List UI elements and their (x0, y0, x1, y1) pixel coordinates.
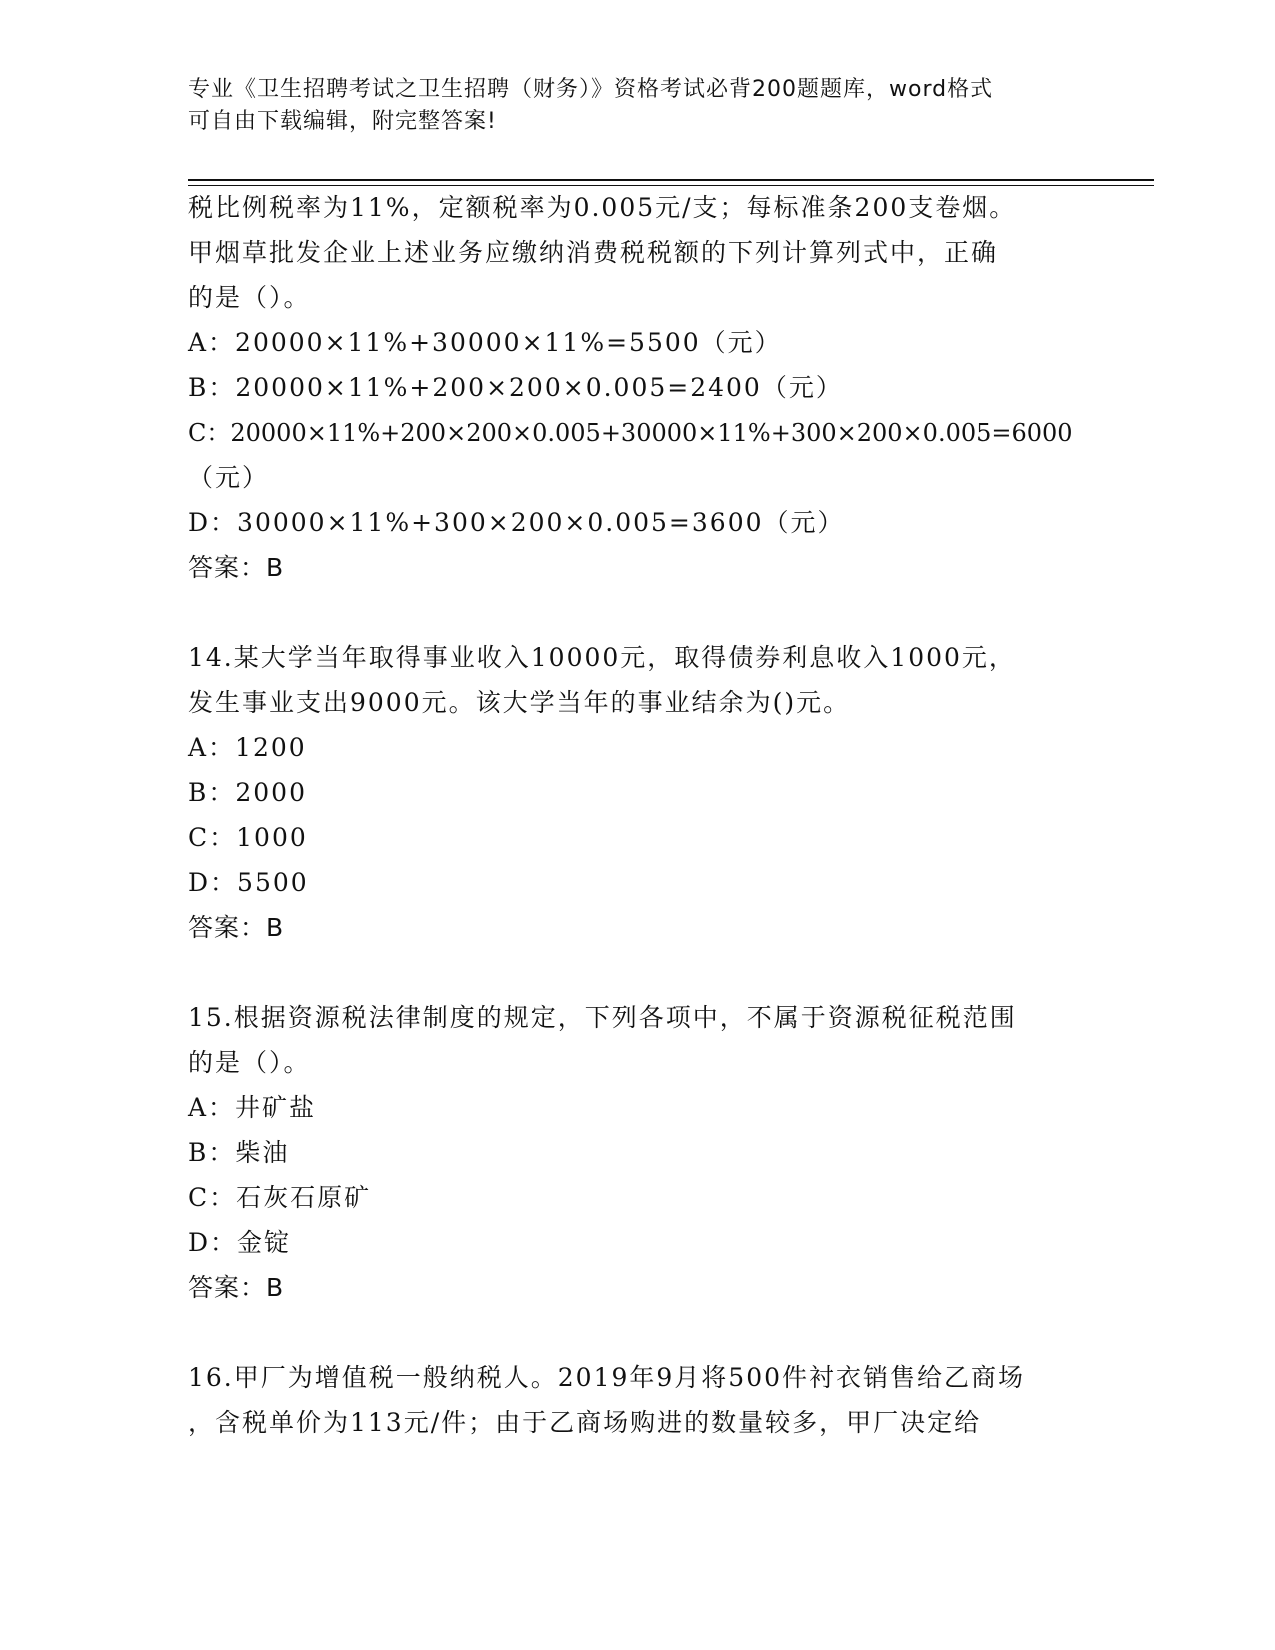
q15-answer: 答案：B (188, 1273, 285, 1302)
q14-stem-line-1: 14.某大学当年取得事业收入10000元，取得债券利息收入1000元， (188, 643, 1016, 672)
q15-stem-line-2: 的是（）。 (188, 1048, 311, 1077)
q13-answer: 答案：B (188, 553, 285, 582)
q14-option-c: C：1000 (188, 823, 308, 852)
header-rule-thick (188, 179, 1154, 181)
q14-stem-line-2: 发生事业支出9000元。该大学当年的事业结余为()元。 (188, 688, 851, 717)
q15-option-a: A：井矿盐 (188, 1093, 317, 1122)
q13-stem-line-3: 的是（）。 (188, 283, 311, 312)
q15-stem-line-1: 15.根据资源税法律制度的规定，下列各项中，不属于资源税征税范围 (188, 1003, 1017, 1032)
q13-stem-line-1: 税比例税率为11%，定额税率为0.005元/支；每标准条200支卷烟。 (188, 193, 1017, 222)
q14-option-a: A：1200 (188, 733, 307, 762)
q13-option-b: B：20000×11%+200×200×0.005=2400（元） (188, 373, 843, 402)
header-title-line-1: 专业《卫生招聘考试之卫生招聘（财务）》资格考试必背200题题库，word格式 (188, 77, 994, 102)
q14-answer: 答案：B (188, 913, 285, 942)
q15-option-d: D：金锭 (188, 1228, 292, 1257)
q15-option-c: C：石灰石原矿 (188, 1183, 372, 1212)
q13-option-d: D：30000×11%+300×200×0.005=3600（元） (188, 508, 845, 537)
document-header (188, 74, 1068, 138)
header-rule-thin (188, 185, 1154, 186)
q15-option-b: B：柴油 (188, 1138, 290, 1167)
q13-option-c-line-1: C：20000×11%+200×200×0.005+30000×11%+300×200×0.005=6000 (188, 419, 1073, 447)
header-title-line-2: 可自由下载编辑，附完整答案! (188, 109, 497, 134)
q13-stem-line-2: 甲烟草批发企业上述业务应缴纳消费税税额的下列计算列式中，正确 (188, 238, 999, 267)
q13-option-a: A：20000×11%+30000×11%=5500（元） (188, 328, 782, 357)
q13-option-c-line-2: （元） (188, 463, 270, 492)
q14-option-b: B：2000 (188, 778, 307, 807)
q16-stem-line-2: ，含税单价为113元/件；由于乙商场购进的数量较多，甲厂决定给 (188, 1408, 982, 1437)
q14-option-d: D：5500 (188, 868, 309, 897)
q16-stem-line-1: 16.甲厂为增值税一般纳税人。2019年9月将500件衬衣销售给乙商场 (188, 1363, 1026, 1392)
